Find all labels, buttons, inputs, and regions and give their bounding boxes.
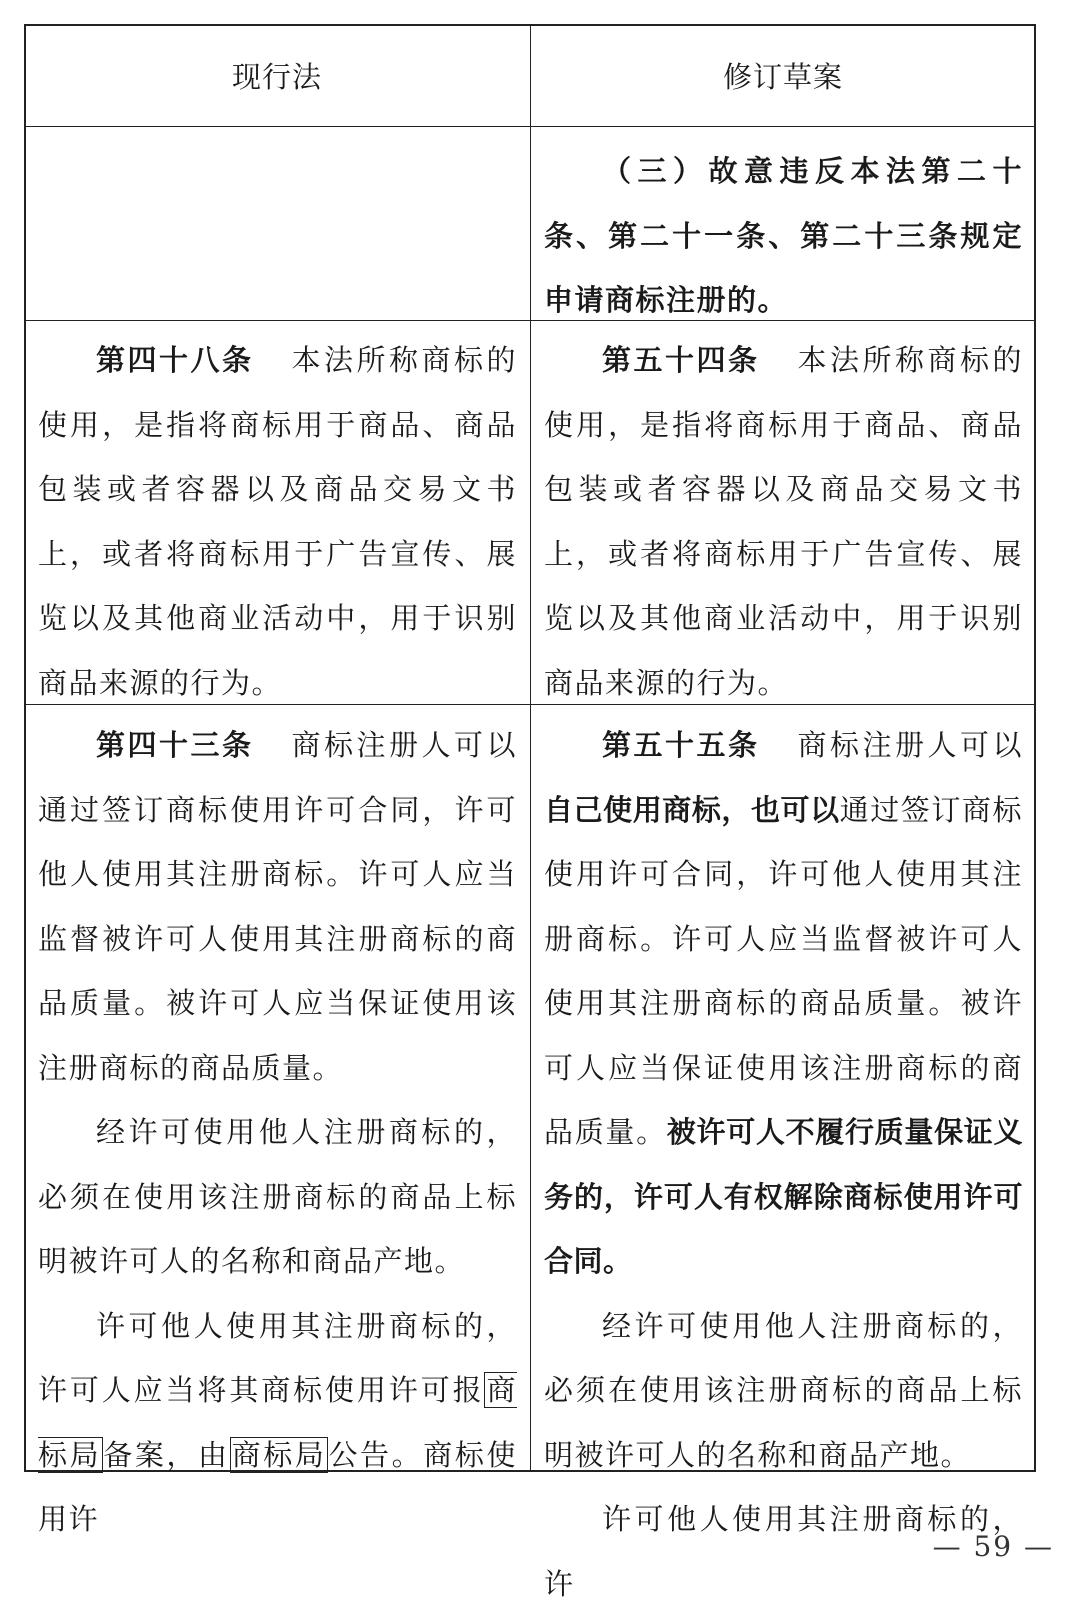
text-span: 许可他人使用其注册商标的，许可人应当将其商标使用许可报 bbox=[38, 1308, 517, 1407]
article-text: 本法所称商标的使用，是指将商标用于商品、商品包装或者容器以及商品交易文书上，或者将商标用于广告宣传、展览以及其他商业活动中，用于识别商品来源的行为。 bbox=[544, 343, 1023, 700]
text-span: 备案，由 bbox=[103, 1437, 230, 1472]
paragraph-2: 经许可使用他人注册商标的，必须在使用该注册商标的商品上标明被许可人的名称和商品产地。 bbox=[544, 1308, 1023, 1472]
article-paragraph bbox=[544, 713, 1023, 1294]
page-number: — 59 — bbox=[932, 1530, 1054, 1563]
text-span: 通过签订商标使用许可合同，许可他人使用其注册商标。许可人应当监督被许可人使用其注册商标的商品质量。被许可人应当保证使用该注册商标的商品质量。 bbox=[544, 792, 1023, 1149]
clause-item-3: （三）故意违反本法第二十条、第二十一条、第二十三条规定申请商标注册的。 bbox=[544, 154, 1023, 317]
row1-right-cell bbox=[544, 139, 1023, 333]
boxed-term: 商标局 bbox=[38, 1373, 517, 1472]
added-text: 被许可人不履行质量保证义务的，许可人有权解除商标使用许可合同。 bbox=[544, 1115, 1023, 1278]
row2-right-cell bbox=[544, 328, 1023, 715]
article-number: 第四十三条 bbox=[96, 728, 254, 762]
article-paragraph bbox=[38, 328, 517, 715]
added-text: 自己使用商标，也可以 bbox=[544, 792, 840, 827]
paragraph-2: 经许可使用他人注册商标的，必须在使用该注册商标的商品上标明被许可人的名称和商品产地。 bbox=[38, 1115, 517, 1278]
paragraph-3: 许可他人使用其注册商标的，许 bbox=[544, 1502, 1023, 1601]
article-number: 第四十八条 bbox=[96, 343, 254, 377]
article-number: 第五十五条 bbox=[602, 728, 760, 762]
boxed-term: 商标局 bbox=[231, 1437, 327, 1472]
row3-right-cell bbox=[544, 713, 1023, 1616]
row2-left-cell bbox=[38, 328, 517, 715]
article-paragraph bbox=[38, 713, 517, 1100]
article-number: 第五十四条 bbox=[602, 343, 760, 377]
column-divider bbox=[530, 24, 531, 1472]
text-span: 公告。商标使用许 bbox=[38, 1437, 517, 1536]
article-text: 商标注册人可以通过签订商标使用许可合同，许可他人使用其注册商标。许可人应当监督被许可人使用其注册商标的商品质量。被许可人应当保证使用该注册商标的商品质量。 bbox=[38, 728, 517, 1085]
text-span: 商标注册人可以 bbox=[795, 728, 1023, 762]
column-header-revised-draft: 修订草案 bbox=[722, 60, 843, 94]
paragraph-3 bbox=[38, 1294, 517, 1552]
article-paragraph bbox=[544, 328, 1023, 715]
column-header-current-law: 现行法 bbox=[231, 60, 322, 94]
article-text: 本法所称商标的使用，是指将商标用于商品、商品包装或者容器以及商品交易文书上，或者将商标用于广告宣传、展览以及其他商业活动中，用于识别商品来源的行为。 bbox=[38, 343, 517, 700]
row3-left-cell bbox=[38, 713, 517, 1552]
